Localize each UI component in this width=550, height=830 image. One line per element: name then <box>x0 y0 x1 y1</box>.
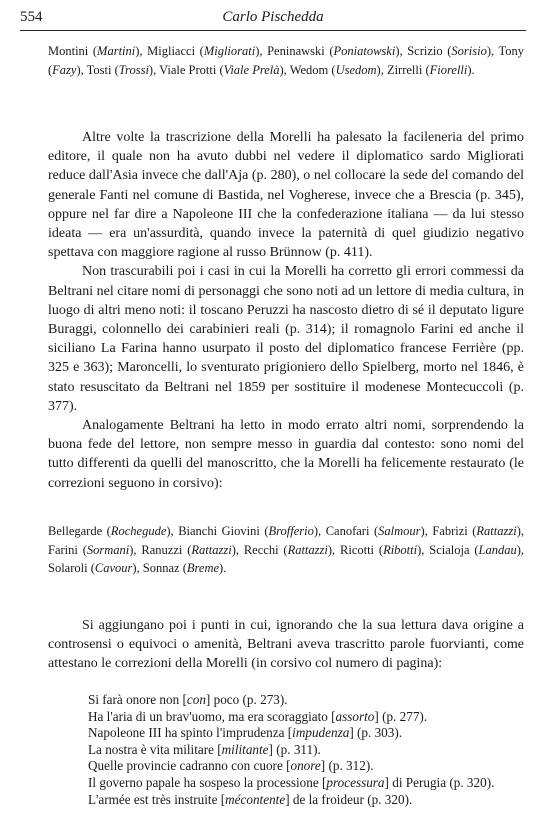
example-line: L'armée est très instruite [mécontente] de la froideur (p. 320). <box>88 791 413 807</box>
example-line: Ha l'aria di un brav'uomo, ma era scoraggiato [assorto] (p. 277). <box>88 708 428 724</box>
example-line: Napoleone III ha spinto l'imprudenza [impudenza] (p. 303). <box>88 725 403 741</box>
paragraph-1: Altre volte la trascrizione della Morelli ha palesato la facileneria del primo editore, il quale non ha avuto dubbi nel vedere il diplomatico sardo Migliorati reduce dall'Asia invece che dall'Aja (p. 280), o nel collocare la sede del comando del generale Fanti nel comune di Bastida, nel Vogherese, invece che a Brescia (p. 345), oppure nel far dire a Napoleone III che la confederazione italiana — da lui stesso ideata — era un'assurdità, quando invece la paternità di quel giudizio negativo spettava con maggiore ragione al russo Brünnow (p. 411). <box>48 130 524 261</box>
examples-list <box>48 692 524 808</box>
name-list-corrections <box>48 522 524 578</box>
paragraph-4: Si aggiungano poi i punti in cui, ignorando che la sua lettura dava origine a controsensi o equivoci o amenità, Beltrani aveva trascritto parole fuorvianti, come attestano le correzioni della Morelli (in corsivo col numero di pagina): <box>48 618 524 672</box>
page-number: 554 <box>20 9 43 25</box>
example-line: Si farà onore non [con] poco (p. 273). <box>88 692 288 707</box>
name-list-continued <box>48 42 524 79</box>
example-line: Quelle provincie cadranno con cuore [onore] (p. 312). <box>88 758 374 774</box>
body-section <box>48 128 524 493</box>
page-header <box>20 6 526 31</box>
corrections-list-text: Bellegarde (Rochegude), Bianchi Giovini (Brofferio), Canofari (Salmour), Fabrizi (Rattazzi), Farini (Sormani), Ranuzzi (Rattazzi), Recchi (Rattazzi), Ricotti (Ribotti), Scialoja (Landau), Solaroli (Cavour), Sonnaz (Breme). <box>48 524 525 575</box>
example-line: Il governo papale ha sospeso la processione [processura] di Perugia (p. 320). <box>88 774 495 790</box>
running-head: Carlo Pischedda <box>222 9 324 25</box>
paragraph-3: Analogamente Beltrani ha letto in modo errato altri nomi, sorprendendo la buona fede del lettore, non sempre messo in guardia dal contesto: sono nomi del tutto differenti da quelli del manoscritto, che la Morelli ha felicemente restaurato (le correzioni seguono in corsivo): <box>48 418 524 491</box>
paragraph-2: Non trascurabili poi i casi in cui la Morelli ha corretto gli errori commessi da Beltrani nel citare nomi di personaggi che sono noti ad un lettore di media cultura, in luogo di altri meno noti: il toscano Peruzzi ha nascosto dietro di sé il deputato ligure Buraggi, colonnello dei carabinieri reali (p. 314); il romagnolo Farini ed anche il siciliano La Farina hanno usurpato il posto del diplomatico francese Ferrière (pp. 325 e 363); Maroncelli, lo sventurato prigioniero dello Spielberg, morto nel 1846, è stato resuscitato da Beltrani nel 1859 per sostituire il modenese Montecuccoli (p. 377). <box>48 264 524 414</box>
name-list-text: Montini (Martini), Migliacci (Migliorati), Peninawski (Poniatowski), Scrizio (Sorisio), Tony (Fazy), Tosti (Trossi), Viale Protti (Viale Prelà), Wedom (Usedom), Zirrelli (Fiorelli). <box>48 44 525 77</box>
example-line: La nostra è vita militare [militante] (p. 311). <box>88 741 321 757</box>
body-section-2 <box>48 616 524 674</box>
